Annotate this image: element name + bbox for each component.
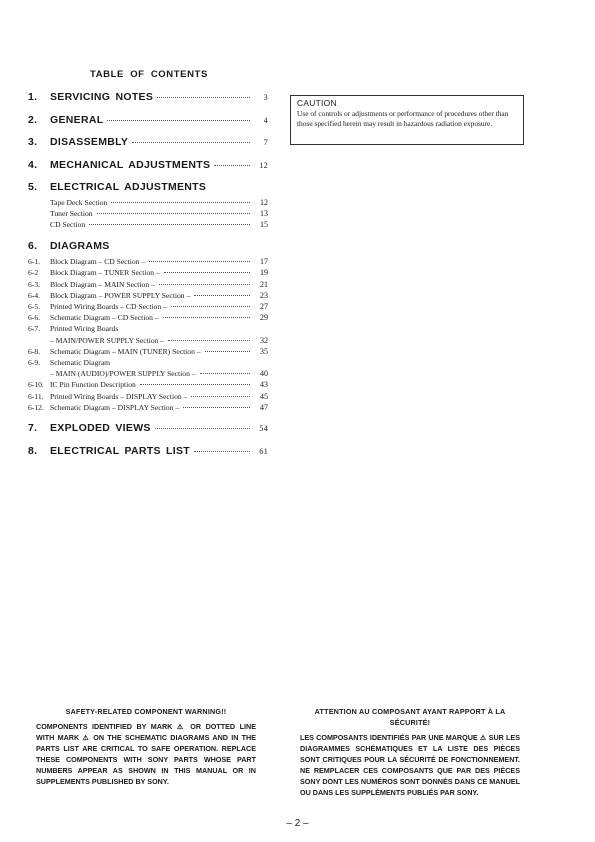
subitem-title: IC Pin Function Description <box>50 380 136 390</box>
subitem-page: 45 <box>260 391 268 401</box>
subitem-number: 6-7. <box>28 324 41 334</box>
leader-dots <box>200 373 250 374</box>
section-number: 2. <box>28 113 38 126</box>
table-of-contents <box>28 91 268 458</box>
toc-subitem-diagram[interactable] <box>28 346 268 357</box>
subitem-title: CD Section <box>50 220 86 230</box>
subitem-page: 35 <box>260 346 268 356</box>
subitem-number: 6-12. <box>28 402 44 412</box>
leader-dots <box>171 306 250 307</box>
toc-subitem-diagram[interactable] <box>28 368 268 379</box>
leader-dots <box>132 142 250 143</box>
caution-title: CAUTION <box>297 98 337 108</box>
warning-title: ATTENTION AU COMPOSANT AYANT RAPPORT À LA SÉCURITÉ! <box>314 707 506 727</box>
subitem-page: 12 <box>260 198 268 207</box>
subitem-page: 47 <box>260 402 268 412</box>
toc-subitem-diagram[interactable] <box>28 391 268 402</box>
subitem-title: Tape Deck Section <box>50 198 108 207</box>
page-number: – 2 – <box>286 818 309 829</box>
toc-section-diagrams[interactable] <box>28 240 268 253</box>
subitem-page: 21 <box>260 279 268 289</box>
toc-subitem-diagram[interactable] <box>28 323 268 334</box>
leader-dots <box>155 428 250 429</box>
toc-subitem-tuner[interactable] <box>28 208 268 219</box>
leader-dots <box>183 407 250 408</box>
caution-box <box>290 95 524 145</box>
section-title: GENERAL <box>50 113 104 126</box>
section-page: 4 <box>263 115 268 125</box>
toc-section-electrical-parts-list[interactable] <box>28 445 268 458</box>
toc-subitem-diagram[interactable] <box>28 312 268 323</box>
leader-dots <box>157 97 250 98</box>
subitem-number: 6-11. <box>28 391 44 401</box>
section-page: 54 <box>259 424 268 434</box>
subitem-number: 6-9. <box>28 357 41 367</box>
subitem-number: 6-8. <box>28 346 41 356</box>
subitem-number: 6-1. <box>28 257 41 267</box>
safety-warning-english <box>36 706 256 787</box>
warning-text: COMPONENTS IDENTIFIED BY MARK ⚠ OR DOTTED LINE WITH MARK ⚠ ON THE SCHEMATIC DIAGRAMS AND IN THE PARTS LIST ARE CRITICAL TO SAFE OPERATION. REPLACE THESE COMPONENTS WITH SONY PARTS WHOSE PART NUMBERS APPEAR AS SHOWN IN THIS MANUAL OR IN SUPPLEMENTS PUBLISHED BY SONY. <box>36 722 256 786</box>
subitem-title: Printed Wiring Boards <box>50 324 119 334</box>
subitem-title: Block Diagram – TUNER Section – <box>50 268 160 278</box>
leader-dots <box>205 351 250 352</box>
toc-section-servicing-notes[interactable] <box>28 91 268 104</box>
subitem-page: 23 <box>260 290 268 300</box>
section-number: 1. <box>28 91 38 103</box>
section-title: ELECTRICAL ADJUSTMENTS <box>50 181 207 193</box>
toc-subitem-diagram[interactable] <box>28 357 268 368</box>
subitem-title: Block Diagram – POWER SUPPLY Section – <box>50 290 191 300</box>
subitem-page: 43 <box>260 380 268 390</box>
toc-subitem-tape-deck[interactable] <box>28 197 268 208</box>
section-title: EXPLODED VIEWS <box>50 422 151 435</box>
subitem-page: 27 <box>260 301 268 311</box>
toc-subitem-diagram[interactable] <box>28 256 268 267</box>
leader-dots <box>149 261 250 262</box>
section-title: SERVICING NOTES <box>50 91 154 103</box>
leader-dots <box>159 284 250 285</box>
subitem-title: – MAIN/POWER SUPPLY Section – <box>50 335 165 345</box>
toc-subitem-diagram[interactable] <box>28 301 268 312</box>
diagram-subitems <box>28 256 268 413</box>
section-number: 4. <box>28 158 38 171</box>
section-number: 8. <box>28 444 38 457</box>
subitem-title: Printed Wiring Boards – DISPLAY Section – <box>50 391 188 401</box>
section-page: 7 <box>263 138 268 147</box>
subitem-page: 32 <box>260 335 268 345</box>
section-page: 12 <box>259 160 268 170</box>
subitem-title: Schematic Diagram – MAIN (TUNER) Section – <box>50 346 201 356</box>
safety-warning-french <box>300 706 520 798</box>
subitem-title: Schematic Diagram – CD Section – <box>50 313 159 323</box>
leader-dots <box>214 165 250 166</box>
subitem-title: Block Diagram – MAIN Section – <box>50 279 155 289</box>
leader-dots <box>164 272 250 273</box>
subitem-page: 17 <box>260 257 268 267</box>
section-number: 6. <box>28 240 38 253</box>
section-title: ELECTRICAL PARTS LIST <box>50 444 190 457</box>
toc-section-exploded-views[interactable] <box>28 422 268 435</box>
subitem-page: 19 <box>260 268 268 278</box>
section-page: 61 <box>259 446 268 456</box>
subitem-number: 6-3. <box>28 279 41 289</box>
leader-dots <box>140 384 250 385</box>
toc-section-mechanical-adjustments[interactable] <box>28 159 268 172</box>
subitem-title: Schematic Diagram <box>50 357 111 367</box>
subitem-number: 6-4. <box>28 290 41 300</box>
leader-dots <box>194 451 250 452</box>
warning-text: LES COMPOSANTS IDENTIFIÉS PAR UNE MARQUE ⚠ SUR LES DIAGRAMMES SCHÉMATIQUES ET LA LISTE DES PIÈCES SONT CRITIQUES POUR LA SÉCURITÉ DE FONCTIONNEMENT. NE REMPLACER CES COMPOSANTS QUE PAR DES PIÈCES SONY DONT LES NUMÉROS SONT DONNÉS DANS CE MANUEL OU DANS LES SUPPLÉMENTS PUBLIÉS PAR SONY. <box>300 733 520 797</box>
toc-subitem-diagram[interactable] <box>28 402 268 413</box>
subitem-number: 6-10. <box>28 380 44 390</box>
subitem-page: 40 <box>260 369 268 379</box>
leader-dots <box>191 396 250 397</box>
leader-dots <box>168 340 250 341</box>
toc-subitem-diagram[interactable] <box>28 290 268 301</box>
subitem-title: Tuner Section <box>50 209 93 219</box>
subitem-number: 6-6. <box>28 313 41 323</box>
subitem-title: Schematic Diagram – DISPLAY Section – <box>50 402 180 412</box>
toc-section-disassembly[interactable] <box>28 136 268 149</box>
toc-subitem-cd[interactable] <box>28 219 268 230</box>
section-number: 3. <box>28 136 38 148</box>
toc-subitem-diagram[interactable] <box>28 379 268 390</box>
leader-dots <box>97 213 250 214</box>
section-title: DISASSEMBLY <box>50 136 129 148</box>
subitem-title: Printed Wiring Boards – CD Section – <box>50 301 167 311</box>
leader-dots <box>163 317 250 318</box>
warning-title: SAFETY-RELATED COMPONENT WARNING!! <box>65 707 227 716</box>
toc-subitem-diagram[interactable] <box>28 335 268 346</box>
subitem-number: 6-5. <box>28 301 41 311</box>
section-number: 5. <box>28 181 38 193</box>
leader-dots <box>107 120 250 121</box>
section-number: 7. <box>28 422 38 435</box>
toc-subitem-diagram[interactable] <box>28 279 268 290</box>
subitem-title: – MAIN (AUDIO)/POWER SUPPLY Section – <box>50 369 196 379</box>
subitem-page: 29 <box>260 313 268 323</box>
toc-subitem-diagram[interactable] <box>28 267 268 278</box>
toc-heading: TABLE OF CONTENTS <box>90 69 208 80</box>
section-title: DIAGRAMS <box>50 240 110 253</box>
leader-dots <box>194 295 250 296</box>
subitem-title: Block Diagram – CD Section – <box>50 257 146 267</box>
leader-dots <box>111 202 250 203</box>
subitem-page: 13 <box>260 209 268 219</box>
toc-section-electrical-adjustments[interactable] <box>28 181 268 194</box>
section-page: 3 <box>263 93 268 102</box>
subitem-page: 15 <box>260 220 268 230</box>
subitem-number: 6-2 <box>28 268 39 278</box>
caution-text: Use of controls or adjustments or performance of procedures other than those specified herein may result in hazardous radiation exposure. <box>297 109 509 128</box>
section-title: MECHANICAL ADJUSTMENTS <box>50 158 211 171</box>
leader-dots <box>89 224 250 225</box>
toc-section-general[interactable] <box>28 114 268 127</box>
